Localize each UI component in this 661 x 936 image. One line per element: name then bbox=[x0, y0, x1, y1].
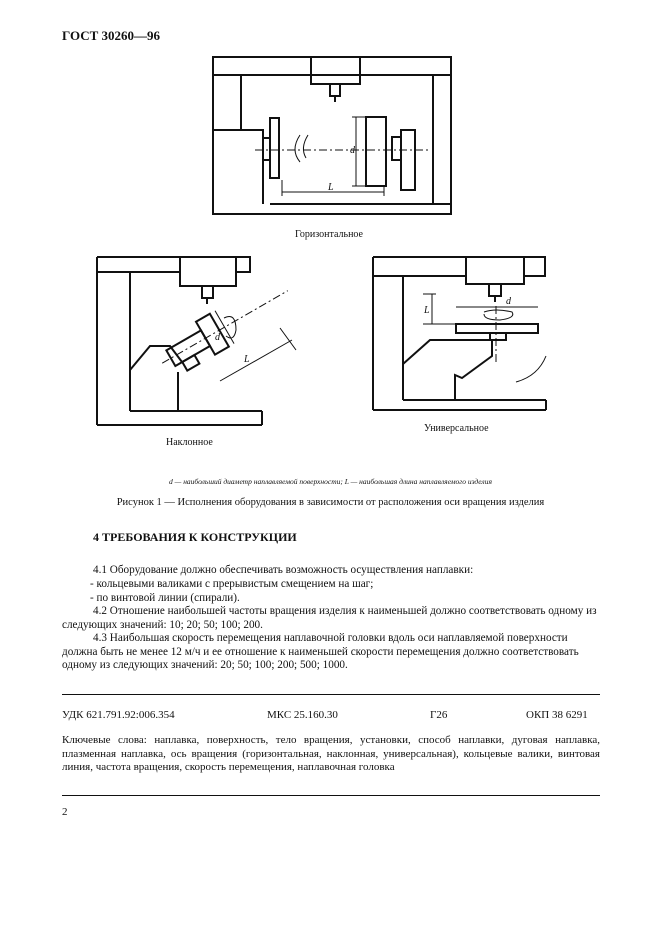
universal-caption: Универсальное bbox=[424, 423, 489, 434]
paragraph-4-2: 4.2 Отношение наибольшей частоты вращения изделия к наименьшей должно соответствовать одному из следующих значений: 10; 20; 50; 100; 200. bbox=[62, 605, 597, 631]
okp-code: ОКП 38 6291 bbox=[526, 709, 588, 721]
group-code: Г26 bbox=[430, 709, 448, 721]
keywords: Ключевые слова: наплавка, поверхность, тело вращения, установки, способ наплавки, дуговая наплавка, плазменная наплавка, ось вращения (горизонтальная, наклонная, универсальная), кольцевые валики, винтовая линия, частота вращения, скорость перемещения, наплавочная головка bbox=[62, 734, 600, 773]
inclined-L-label: L bbox=[244, 354, 250, 365]
universal-machine-diagram bbox=[0, 0, 661, 460]
mks-code: МКС 25.160.30 bbox=[267, 709, 338, 721]
inclined-d-label: d bbox=[215, 332, 220, 343]
paragraph-4-1: 4.1 Оборудование должно обеспечивать возможность осуществления наплавки: bbox=[93, 564, 474, 576]
section-title: 4 ТРЕБОВАНИЯ К КОНСТРУКЦИИ bbox=[93, 530, 297, 544]
figure-legend: d — наибольший диаметр наплавляемой поверхности; L — наибольшая длина наплавляемого изделия bbox=[169, 477, 492, 486]
top-divider bbox=[62, 694, 600, 695]
paragraph-4-3: 4.3 Наибольшая скорость перемещения наплавочной головки вдоль оси наплавляемой поверхности должна быть не менее 12 м/ч и ее отношение к наименьшей скорости перемещения должно соответствовать одному из следующих значений: 20; 50; 100; 200; 500; 1000. bbox=[62, 632, 579, 671]
inclined-caption: Наклонное bbox=[166, 437, 213, 448]
bottom-divider bbox=[62, 795, 600, 796]
universal-L-label: L bbox=[424, 305, 430, 316]
universal-d-label: d bbox=[506, 296, 511, 307]
horizontal-d-label: d bbox=[350, 145, 355, 156]
horizontal-caption: Горизонтальное bbox=[295, 229, 363, 240]
standard-header: ГОСТ 30260—96 bbox=[62, 28, 161, 43]
udc-code: УДК 621.791.92:006.354 bbox=[62, 709, 175, 721]
list-item-1: - кольцевыми валиками с прерывистым смещением на шаг; bbox=[90, 578, 374, 590]
page-number: 2 bbox=[62, 806, 68, 818]
horizontal-L-label: L bbox=[328, 182, 334, 193]
list-item-2: - по винтовой линии (спирали). bbox=[90, 592, 240, 604]
figure-caption: Рисунок 1 — Исполнения оборудования в зависимости от расположения оси вращения изделия bbox=[116, 497, 545, 508]
